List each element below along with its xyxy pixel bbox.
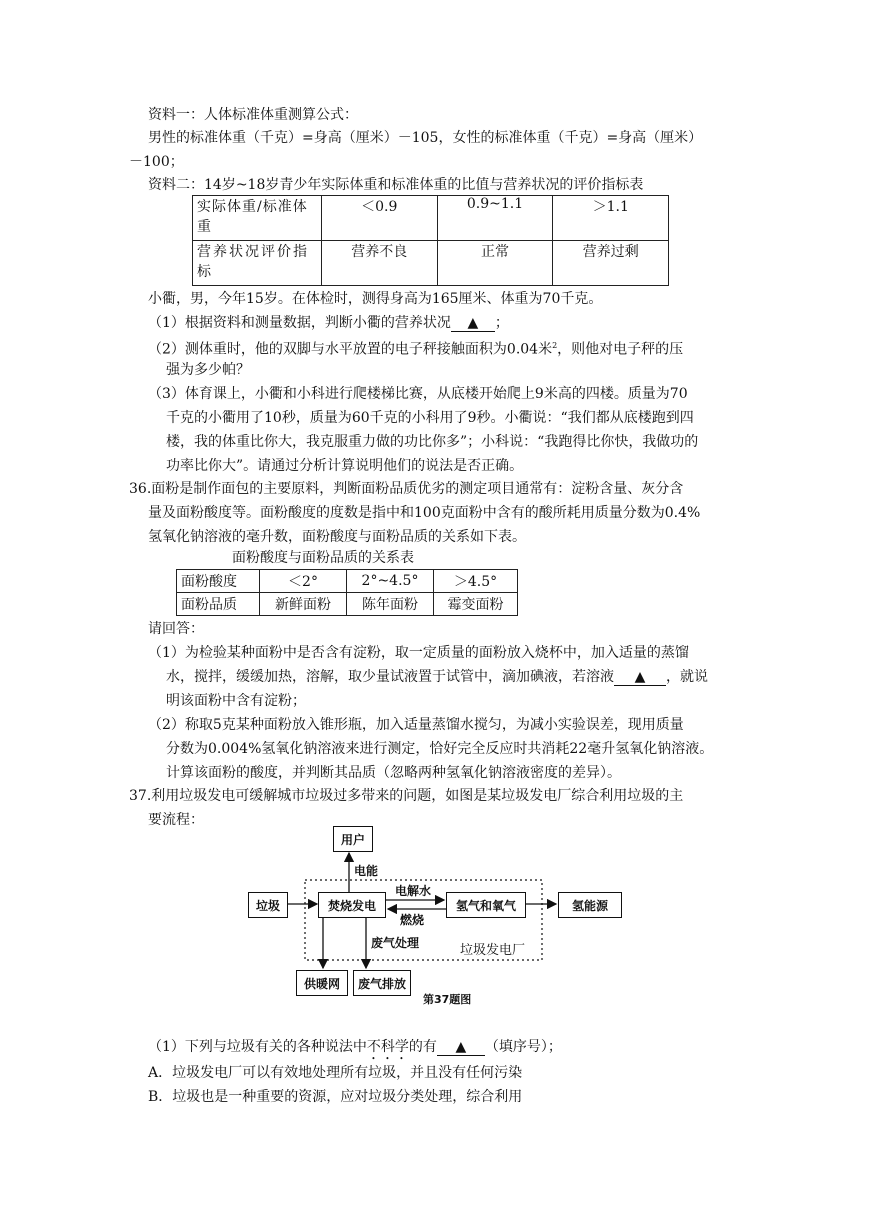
- q37-part1-text-b: 的有: [408, 1039, 437, 1055]
- electrolysis-label: 电解水: [395, 884, 432, 898]
- burn-generate-box: 焚烧发电: [318, 892, 386, 918]
- q36-part1-cont: [166, 667, 708, 687]
- q35-part2: [148, 336, 683, 360]
- table-cell: ＜2°: [260, 570, 347, 593]
- q35-part3: （3）体育课上，小衢和小科进行爬楼梯比赛，从底楼开始爬上9米高的四楼。质量为70: [148, 386, 688, 402]
- q35-part3-cont: 功率比你大”。请通过分析计算说明他们的说法是否正确。: [166, 458, 524, 474]
- q35-part1-end: ；: [494, 315, 509, 331]
- table-cell: 营养过剩: [553, 241, 669, 286]
- q35-part3-cont: 千克的小衢用了10秒，质量为60千克的小科用了9秒。小衢说：“我们都从底楼跑到四: [166, 410, 694, 426]
- table-cell: 实际体重/标准体重: [193, 196, 322, 241]
- hydrogen-energy-box: 氢能源: [558, 892, 622, 918]
- plant-boundary: [305, 880, 542, 960]
- q36-part1-cont: 明该面粉中含有淀粉；: [166, 693, 306, 709]
- q37-stem-cont: 要流程：: [148, 812, 204, 828]
- q35-part1: [148, 313, 509, 333]
- material-two-heading: 资料二：14岁~18岁青少年实际体重和标准体重的比值与营养状况的评价指标表: [148, 177, 644, 193]
- figure-caption: 第37题图: [423, 993, 472, 1006]
- table-cell: ＞4.5°: [434, 570, 518, 593]
- formula-line-cont: －100；: [129, 154, 184, 170]
- table-cell: 面粉酸度: [177, 570, 260, 593]
- formula-line: 男性的标准体重（千克）=身高（厘米）－105，女性的标准体重（千克）=身高（厘米）: [148, 130, 703, 146]
- q36-part2: （2）称取5克某种面粉放入锥形瓶，加入适量蒸馏水搅匀，为减小实验误差，现用质量: [148, 717, 684, 733]
- q35-part2-text-b: ，则他对电子秤的压: [557, 341, 684, 358]
- table-cell: 2°~4.5°: [347, 570, 434, 593]
- flour-table-title: 面粉酸度与面粉品质的关系表: [232, 550, 414, 566]
- table-cell: ＞1.1: [553, 196, 669, 241]
- answer-blank[interactable]: ▲: [614, 669, 666, 686]
- heating-network-box: 供暖网: [296, 970, 348, 996]
- q36-stem: 36.面粉是制作面包的主要原料，判断面粉品质优劣的测定项目通常有：淀粉含量、灰分含: [129, 481, 684, 497]
- exhaust-emission-box: 废气排放: [353, 970, 411, 996]
- table-cell: 正常: [437, 241, 553, 286]
- q35-intro: 小衢，男，今年15岁。在体检时，测得身高为165厘米、体重为70千克。: [148, 291, 603, 307]
- exhaust-treatment-label: 废气处理: [371, 936, 420, 950]
- q35-part2-cont: 强为多少帕？: [166, 362, 250, 378]
- q36-stem-cont: 氢氧化钠溶液的毫升数，面粉酸度与面粉品质的关系如下表。: [148, 529, 526, 545]
- q35-part2-text: （2）测体重时，他的双脚与水平放置的电子秤接触面积为0.04米: [148, 341, 553, 358]
- answer-blank[interactable]: ▲: [451, 315, 495, 332]
- material-one-heading: 资料一：人体标准体重测算公式：: [148, 107, 358, 123]
- option-a: A．垃圾发电厂可以有效地处理所有垃圾，并且没有任何污染: [148, 1065, 523, 1081]
- table-cell: 面粉品质: [177, 593, 260, 616]
- q37-part1-text: （1）下列与垃圾有关的各种说法中: [148, 1039, 367, 1055]
- q35-part1-text: （1）根据资料和测量数据，判断小衢的营养状况: [148, 315, 451, 331]
- table-cell: 营养状况评价指标: [193, 241, 322, 286]
- table-cell: 霉变面粉: [434, 593, 518, 616]
- q36-part2-cont: 计算该面粉的酸度，并判断其品质（忽略两种氢氧化钠溶液密度的差异）。: [166, 765, 621, 781]
- table-cell: 营养不良: [322, 241, 438, 286]
- electric-energy-label: 电能: [354, 864, 379, 878]
- answer-prompt: 请回答：: [148, 621, 204, 637]
- table-cell: 0.9~1.1: [437, 196, 553, 241]
- q37-part1-end: （填序号）；: [484, 1039, 562, 1055]
- q36-stem-cont: 量及面粉酸度等。面粉酸度的度数是指中和100克面粉中含有的酸所耗用质量分数为0.4%: [148, 505, 701, 521]
- superscript: 2: [552, 341, 558, 350]
- garbage-plant-label: 垃圾发电厂: [460, 943, 526, 958]
- emphasis-text: 不科学: [366, 1039, 409, 1055]
- combustion-label: 燃烧: [400, 913, 425, 927]
- q35-part3-cont: 楼，我的体重比你大，我克服重力做的功比你多”；小科说：“我跑得比你快，我做功的: [166, 434, 699, 450]
- q36-part2-cont: 分数为0.004%氢氧化钠溶液来进行测定，恰好完全反应时共消耗22毫升氢氧化钠溶液。: [166, 741, 714, 757]
- table-cell: 陈年面粉: [347, 593, 434, 616]
- q36-part1-text: 水，搅拌，缓缓加热，溶解，取少量试液置于试管中，滴加碘液，若溶液: [166, 669, 614, 685]
- q36-part1: （1）为检验某种面粉中是否含有淀粉，取一定质量的面粉放入烧杯中，加入适量的蒸馏: [148, 645, 689, 661]
- nutrition-index-table: [192, 195, 669, 286]
- table-cell: 新鲜面粉: [260, 593, 347, 616]
- q37-part1: [148, 1037, 562, 1063]
- answer-blank[interactable]: ▲: [437, 1039, 485, 1056]
- hydrogen-oxygen-box: 氢气和氧气: [446, 892, 526, 918]
- q36-part1-end: ，就说: [666, 669, 708, 685]
- flour-quality-table: [176, 569, 518, 616]
- garbage-box: 垃圾: [248, 892, 288, 918]
- option-b: B．垃圾也是一种重要的资源，应对垃圾分类处理，综合利用: [148, 1089, 523, 1105]
- user-box: 用户: [333, 826, 373, 852]
- table-cell: ＜0.9: [322, 196, 438, 241]
- q37-stem: 37.利用垃圾发电可缓解城市垃圾过多带来的问题，如图是某垃圾发电厂综合利用垃圾的主: [129, 788, 684, 804]
